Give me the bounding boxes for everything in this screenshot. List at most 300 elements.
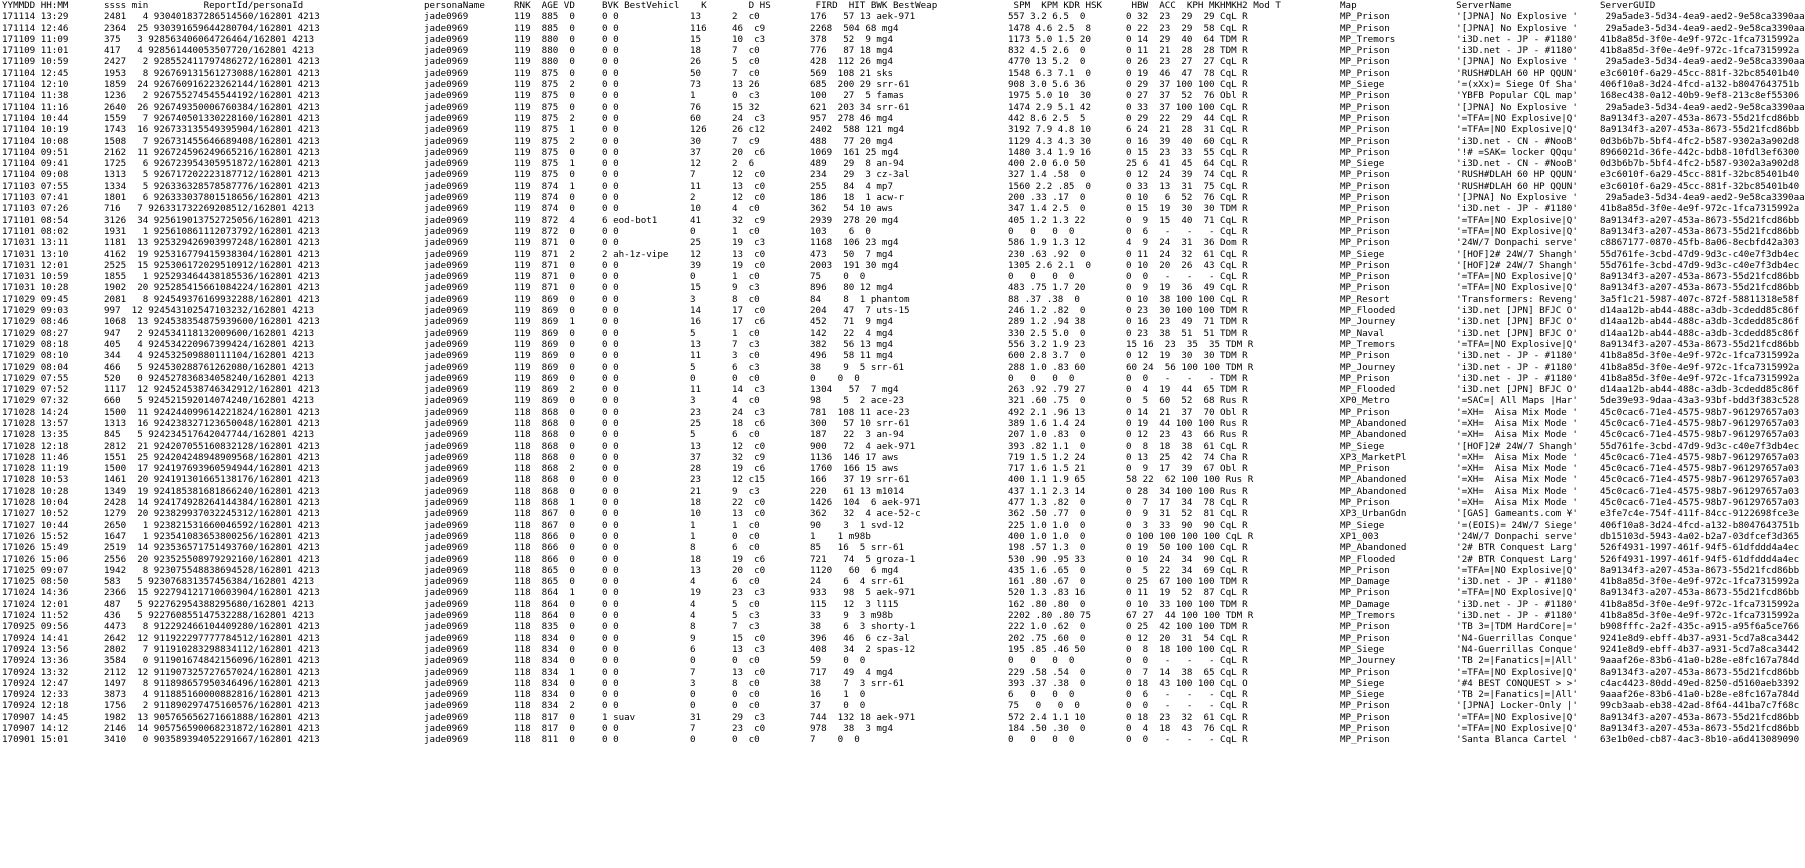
log-row (0, 101, 1805, 113)
cell-rank-age: 119 880 0 (514, 45, 575, 57)
cell-best-vehicle: 0 0 (602, 316, 619, 328)
cell-best-vehicle: 0 0 (602, 124, 619, 136)
cell-weapon: 362 54 10 aws (810, 203, 893, 215)
cell-weapon: 115 12 3 l115 (810, 598, 899, 610)
cell-datetime: 170907 14:45 (2, 711, 69, 723)
cell-persona-name: jade0969 (424, 259, 469, 271)
cell-report: 2112 12 911907325727657024/162801 4213 (104, 666, 320, 678)
cell-weapon: 234 29 3 cz-3al (810, 169, 910, 181)
cell-accuracy-mode: 0 25 67 100 100 TDM R (1126, 576, 1248, 588)
cell-report: 2812 21 924207055160832128/162801 4213 (104, 440, 320, 452)
cell-map-server: MP_Prison '=TFA=|NO Explosive|Q' 8a9134f3-a207-453a-8673-55d21fcd86bb (1340, 282, 1800, 294)
log-row (0, 327, 1800, 339)
cell-datetime: 171024 11:52 (2, 610, 69, 622)
cell-kills: 0 (690, 734, 696, 746)
cell-rank-age: 118 864 0 (514, 610, 575, 622)
cell-datetime: 171103 07:26 (2, 203, 69, 215)
cell-persona-name: jade0969 (424, 406, 469, 418)
cell-kills: 26 (690, 56, 702, 68)
cell-weapon: 2939 278 20 mg4 (810, 214, 899, 226)
cell-rank-age: 119 885 0 (514, 22, 575, 34)
cell-persona-name: jade0969 (424, 429, 469, 441)
cell-report: 845 5 924234517642047744/162801 4213 (104, 429, 315, 441)
cell-map-server: MP_Prison '[JPNA] No Explosive ' 29a5ade3-5d34-4ea9-aed2-9e58ca3390aa (1340, 11, 1805, 23)
cell-persona-name: jade0969 (424, 361, 469, 373)
cell-best-vehicle: 0 0 (602, 282, 619, 294)
cell-deaths-hs: 9 c3 (732, 282, 760, 294)
cell-weapon: 408 34 2 spas-12 (810, 643, 916, 655)
cell-best-vehicle: 0 0 (602, 22, 619, 34)
cell-rank-age: 118 868 0 (514, 485, 575, 497)
cell-rank-age: 118 866 0 (514, 542, 575, 554)
cell-rates: 717 1.6 1.5 21 (1008, 463, 1086, 475)
cell-weapon: 103 6 0 (810, 225, 871, 237)
cell-best-vehicle: 0 0 (602, 56, 619, 68)
log-row (0, 700, 1800, 712)
cell-deaths-hs: 14 c3 (732, 384, 766, 396)
cell-weapon: 488 77 20 mg4 (810, 135, 893, 147)
cell-deaths-hs: 13 c0 (732, 180, 766, 192)
cell-rank-age: 118 834 2 (514, 700, 575, 712)
cell-persona-name: jade0969 (424, 293, 469, 305)
cell-best-vehicle: 0 0 (602, 508, 619, 520)
log-row (0, 225, 1800, 237)
cell-accuracy-mode: 0 4 18 43 76 CqL R (1126, 723, 1248, 734)
cell-rank-age: 118 835 0 (514, 621, 575, 633)
cell-rates: 0 0 0 0 (1008, 372, 1075, 384)
cell-map-server: MP_Tremors 'i3D.net - JP - #1180' 41b8a85d-3f0e-4e9f-972c-1fca7315992a (1340, 33, 1800, 45)
cell-deaths-hs: 6 c0 (732, 576, 760, 588)
cell-report: 1334 5 926336328578587776/162801 4213 (104, 180, 320, 192)
cell-best-vehicle: 0 0 (602, 440, 619, 452)
cell-deaths-hs: 2 c0 (732, 11, 760, 23)
cell-map-server: MP_Flooded '2# BTR Conquest Larg' 526f4931-1997-461f-94f5-61dfddd4a4ec (1340, 553, 1800, 565)
cell-map-server: MP_Tremors 'i3D.net - JP - #1180' 41b8a85d-3f0e-4e9f-972c-1fca7315992a (1340, 610, 1800, 622)
cell-deaths-hs: 7 c3 (732, 338, 760, 350)
cell-report: 4473 8 912292466104409280/162801 4213 (104, 621, 320, 633)
cell-report: 1551 25 924204248948909568/162801 4213 (104, 451, 320, 463)
cell-deaths-hs: 8 c0 (732, 293, 760, 305)
cell-map-server: MP_Damage 'i3D.net - JP - #1180' 41b8a85d-3f0e-4e9f-972c-1fca7315992a (1340, 598, 1800, 610)
cell-weapon: 717 49 4 mg4 (810, 666, 893, 678)
cell-map-server: MP_Prison 'TB 3=|TDM HardCore|=' b908fffc-2a2f-435c-a915-a95f6a5ce766 (1340, 621, 1800, 633)
cell-persona-name: jade0969 (424, 666, 469, 678)
cell-persona-name: jade0969 (424, 372, 469, 384)
cell-weapon: 744 132 18 aek-971 (810, 711, 916, 723)
cell-rank-age: 118 865 0 (514, 564, 575, 576)
cell-datetime: 171031 13:11 (2, 237, 69, 249)
cell-rates: 207 1.0 .83 0 (1008, 429, 1086, 441)
cell-rates: 400 1.1 1.9 65 (1008, 474, 1086, 486)
cell-kills: 19 (690, 587, 702, 599)
cell-weapon: 7 0 0 (810, 734, 860, 746)
cell-persona-name: jade0969 (424, 621, 469, 633)
cell-deaths-hs: 12 c0 (732, 192, 766, 204)
cell-best-vehicle: 0 0 (602, 338, 619, 350)
cell-report: 1801 6 926333037801518656/162801 4213 (104, 192, 320, 204)
cell-datetime: 170924 12:47 (2, 677, 69, 689)
cell-rank-age: 119 869 0 (514, 338, 575, 350)
cell-datetime: 171028 10:28 (2, 485, 69, 497)
cell-persona-name: jade0969 (424, 677, 469, 689)
cell-rates: 362 .50 .77 0 (1008, 508, 1086, 520)
cell-best-vehicle: 0 0 (602, 33, 619, 45)
cell-persona-name: jade0969 (424, 67, 469, 79)
cell-deaths-hs: 20 c0 (732, 564, 766, 576)
cell-datetime: 170924 14:41 (2, 632, 69, 644)
cell-kills: 4 (690, 598, 696, 610)
log-row (0, 451, 1800, 463)
cell-best-vehicle: 0 0 (602, 485, 619, 497)
cell-datetime: 171109 11:01 (2, 45, 69, 57)
cell-accuracy-mode: 0 7 17 34 78 CqL R (1126, 497, 1248, 509)
cell-rank-age: 119 875 2 (514, 135, 575, 147)
cell-rank-age: 119 871 0 (514, 271, 575, 283)
cell-rates: 289 1.2 .94 38 (1008, 316, 1086, 328)
cell-kills: 39 (690, 259, 702, 271)
column-header-row (0, 0, 1656, 11)
cell-datetime: 170907 14:12 (2, 723, 69, 734)
cell-rank-age: 118 834 0 (514, 677, 575, 689)
cell-persona-name: jade0969 (424, 338, 469, 350)
cell-datetime: 170924 13:56 (2, 643, 69, 655)
cell-weapon: 1069 161 25 mg4 (810, 146, 899, 158)
cell-map-server: MP_Prison '[JPNA] No Explosive ' 29a5ade3-5d34-4ea9-aed2-9e58ca3390aa (1340, 192, 1805, 204)
cell-rates: 162 .80 .80 0 (1008, 598, 1086, 610)
cell-datetime: 171029 07:32 (2, 395, 69, 407)
cell-kills: 8 (690, 621, 696, 633)
cell-map-server: MP_Prison '=TFA=|NO Explosive|Q' 8a9134f3-a207-453a-8673-55d21fcd86bb (1340, 225, 1800, 237)
cell-deaths-hs: 8 c0 (732, 677, 760, 689)
cell-rates: 400 2.0 6.0 50 (1008, 158, 1086, 170)
cell-datetime: 171101 08:02 (2, 225, 69, 237)
cell-report: 2650 1 923821531660046592/162801 4213 (104, 519, 320, 531)
cell-persona-name: jade0969 (424, 576, 469, 588)
cell-persona-name: jade0969 (424, 655, 469, 667)
cell-kills: 31 (690, 711, 702, 723)
cell-weapon: 255 84 4 mp7 (810, 180, 893, 192)
cell-accuracy-mode: 0 26 23 27 27 CqL R (1126, 56, 1248, 68)
cell-kills: 4 (690, 610, 696, 622)
cell-accuracy-mode: 0 29 37 100 100 CqL R (1126, 79, 1248, 91)
cell-kills: 13 (690, 338, 702, 350)
cell-datetime: 171026 15:49 (2, 542, 69, 554)
cell-kills: 18 (690, 497, 702, 509)
log-row (0, 429, 1800, 441)
cell-deaths-hs: 15 32 (732, 101, 760, 113)
log-row (0, 621, 1800, 633)
cell-map-server: MP_Prison '24W/7 Donpachi serve' c8867177-0870-45fb-8a06-8ecbfd42a303 (1340, 237, 1800, 249)
cell-persona-name: jade0969 (424, 723, 469, 734)
cell-datetime: 171028 10:04 (2, 497, 69, 509)
cell-rates: 229 .58 .54 0 (1008, 666, 1086, 678)
cell-rates: 600 2.8 3.7 0 (1008, 350, 1086, 362)
cell-rates: 263 .92 .79 27 (1008, 384, 1086, 396)
cell-report: 466 5 924530288761262080/162801 4213 (104, 361, 315, 373)
cell-deaths-hs: 0 c0 (732, 530, 760, 542)
cell-report: 2146 14 905756590068231872/162801 4213 (104, 723, 320, 734)
cell-accuracy-mode: 0 5 60 52 68 Rus R (1126, 395, 1248, 407)
cell-accuracy-mode: 6 24 21 28 31 CqL R (1126, 124, 1248, 136)
cell-weapon: 1760 166 15 aws (810, 463, 899, 475)
cell-weapon: 75 0 0 (810, 271, 866, 283)
cell-persona-name: jade0969 (424, 169, 469, 181)
cell-report: 2364 25 930391659644280704/162801 4213 (104, 22, 320, 34)
cell-best-vehicle: 0 0 (602, 700, 619, 712)
cell-report: 3126 34 925619013752725056/162801 4213 (104, 214, 320, 226)
cell-weapon: 569 108 21 sks (810, 67, 893, 79)
header-weapon: FIRD HIT BWK BestWeap (810, 0, 938, 11)
cell-best-vehicle: 0 0 (602, 135, 619, 147)
cell-best-vehicle: 0 0 (602, 564, 619, 576)
cell-datetime: 171103 07:55 (2, 180, 69, 192)
cell-report: 1902 20 925285415661084224/162801 4213 (104, 282, 320, 294)
cell-report: 1559 7 926740501330228160/162801 4213 (104, 112, 320, 124)
cell-kills: 5 (690, 361, 696, 373)
cell-datetime: 171104 11:38 (2, 90, 69, 102)
cell-report: 1500 11 924244099614221824/162801 4213 (104, 406, 320, 418)
cell-rank-age: 119 869 1 (514, 316, 575, 328)
cell-weapon: 1136 146 17 aws (810, 451, 899, 463)
cell-kills: 28 (690, 463, 702, 475)
cell-persona-name: jade0969 (424, 530, 469, 542)
cell-deaths-hs: 5 c0 (732, 598, 760, 610)
cell-weapon: 84 8 1 phantom (810, 293, 910, 305)
cell-accuracy-mode: 0 3 33 90 90 CqL R (1126, 519, 1248, 531)
cell-kills: 3 (690, 677, 696, 689)
cell-rank-age: 119 869 0 (514, 395, 575, 407)
cell-report: 947 2 924534118132009600/162801 4213 (104, 327, 315, 339)
cell-kills: 18 (690, 45, 702, 57)
log-row (0, 338, 1800, 350)
cell-kills: 14 (690, 305, 702, 317)
cell-rates: 195 .85 .46 50 (1008, 643, 1086, 655)
cell-accuracy-mode: 0 0 - - - CqL R (1126, 655, 1248, 667)
cell-map-server: XP3_MarketPl '=XH= Aisa Mix Mode ' 45c0cac6-71e4-4575-98b7-961297657a03 (1340, 451, 1800, 463)
cell-deaths-hs: 17 c6 (732, 316, 766, 328)
cell-map-server: MP_Siege '#4 BEST CONQUEST > >' c4ac4423-80dd-49ed-8250-d5160aeb3392 (1340, 677, 1800, 689)
cell-best-vehicle: 0 0 (602, 237, 619, 249)
cell-rates: 400 1.0 1.0 0 (1008, 530, 1086, 542)
cell-kills: 5 (690, 327, 696, 339)
cell-rank-age: 119 871 0 (514, 259, 575, 271)
cell-rates: 246 1.2 .82 0 (1008, 305, 1086, 317)
cell-persona-name: jade0969 (424, 440, 469, 452)
cell-rank-age: 118 867 0 (514, 519, 575, 531)
log-row (0, 666, 1800, 678)
cell-best-vehicle: 0 0 (602, 643, 619, 655)
cell-datetime: 171029 08:10 (2, 350, 69, 362)
cell-weapon: 362 32 4 ace-52-c (810, 508, 921, 520)
cell-datetime: 170925 09:56 (2, 621, 69, 633)
cell-rates: 1129 4.3 4.3 30 (1008, 135, 1091, 147)
cell-kills: 13 (690, 440, 702, 452)
header-kills: K (690, 0, 707, 11)
cell-weapon: 1 1 m98b (810, 530, 871, 542)
cell-map-server: MP_Abandoned '=XH= Aisa Mix Mode ' 45c0cac6-71e4-4575-98b7-961297657a03 (1340, 417, 1800, 429)
cell-accuracy-mode: 0 23 30 100 100 TDM R (1126, 305, 1248, 317)
cell-persona-name: jade0969 (424, 282, 469, 294)
cell-best-vehicle: 0 0 (602, 406, 619, 418)
cell-deaths-hs: 7 c9 (732, 135, 760, 147)
cell-rates: 442 8.6 2.5 5 (1008, 112, 1086, 124)
cell-map-server: MP_Prison 'i3D.net - JP - #1180' 41b8a85d-3f0e-4e9f-972c-1fca7315992a (1340, 203, 1800, 215)
cell-report: 1279 20 923829937032245312/162801 4213 (104, 508, 320, 520)
cell-accuracy-mode: 0 8 18 38 61 CqL R (1126, 440, 1248, 452)
cell-accuracy-mode: 0 19 50 100 100 CqL R (1126, 542, 1248, 554)
cell-kills: 18 (690, 553, 702, 565)
cell-deaths-hs: 5 c3 (732, 610, 760, 622)
cell-best-vehicle: 0 0 (602, 45, 619, 57)
cell-best-vehicle: 0 0 (602, 90, 619, 102)
cell-deaths-hs: 7 c0 (732, 67, 760, 79)
cell-report: 2427 2 928552411797486272/162801 4213 (104, 56, 320, 68)
cell-deaths-hs: 24 c3 (732, 112, 766, 124)
cell-best-vehicle: 0 0 (602, 519, 619, 531)
cell-best-vehicle: 0 0 (602, 632, 619, 644)
cell-best-vehicle: 0 0 (602, 271, 619, 283)
cell-report: 436 5 922760855147532288/162801 4213 (104, 610, 315, 622)
cell-map-server: MP_Prison 'RUSH#DLAH 60 HP QQUN' e3c6010f-6a29-45cc-881f-32bc85401b40 (1340, 67, 1800, 79)
cell-datetime: 171031 10:59 (2, 271, 69, 283)
cell-rates: 1548 6.3 7.1 0 (1008, 67, 1091, 79)
cell-weapon: 721 74 5 groza-1 (810, 553, 916, 565)
cell-deaths-hs: 6 c3 (732, 361, 760, 373)
cell-weapon: 382 56 13 mg4 (810, 338, 893, 350)
cell-kills: 0 (690, 372, 696, 384)
cell-deaths-hs: 1 c0 (732, 271, 760, 283)
cell-best-vehicle: 0 0 (602, 723, 619, 734)
cell-report: 3410 0 903589394052291667/162801 4213 (104, 734, 320, 746)
cell-report: 2366 15 922794121710603904/162801 4213 (104, 587, 320, 599)
cell-rank-age: 118 868 0 (514, 417, 575, 429)
cell-persona-name: jade0969 (424, 519, 469, 531)
cell-best-vehicle: 0 0 (602, 112, 619, 124)
cell-weapon: 1120 60 6 mg4 (810, 564, 899, 576)
cell-kills: 25 (690, 237, 702, 249)
cell-datetime: 171104 10:08 (2, 135, 69, 147)
log-row (0, 508, 1800, 520)
cell-rank-age: 119 869 0 (514, 327, 575, 339)
cell-map-server: MP_Prison '=XH= Aisa Mix Mode ' 45c0cac6-71e4-4575-98b7-961297657a03 (1340, 406, 1800, 418)
cell-report: 1855 1 925293464438185536/162801 4213 (104, 271, 320, 283)
cell-deaths-hs: 0 c3 (732, 90, 760, 102)
cell-accuracy-mode: 0 10 24 34 90 CqL R (1126, 553, 1248, 565)
header-persona-name: personaName (424, 0, 485, 11)
cell-persona-name: jade0969 (424, 610, 469, 622)
cell-deaths-hs: 3 c0 (732, 350, 760, 362)
cell-rank-age: 118 866 0 (514, 530, 575, 542)
cell-weapon: 452 71 9 mg4 (810, 316, 893, 328)
cell-weapon: 0 0 0 (810, 372, 860, 384)
cell-deaths-hs: 2 6 (732, 158, 755, 170)
cell-kills: 7 (690, 666, 696, 678)
log-row (0, 124, 1800, 136)
cell-accuracy-mode: 0 0 - - - CqL R (1126, 734, 1248, 746)
cell-accuracy-mode: 4 9 24 31 36 Dom R (1126, 237, 1248, 249)
cell-rates: 347 1.4 2.5 0 (1008, 203, 1086, 215)
cell-report: 1117 12 924524538746342912/162801 4213 (104, 384, 320, 396)
cell-rank-age: 119 875 0 (514, 169, 575, 181)
cell-persona-name: jade0969 (424, 542, 469, 554)
cell-kills: 0 (690, 689, 696, 701)
cell-datetime: 171026 15:06 (2, 553, 69, 565)
cell-rates: 492 2.1 .96 13 (1008, 406, 1086, 418)
cell-persona-name: jade0969 (424, 158, 469, 170)
header-deaths-hs: D HS (732, 0, 771, 11)
cell-best-vehicle: 0 0 (602, 225, 619, 237)
cell-persona-name: jade0969 (424, 135, 469, 147)
cell-rates: 556 3.2 1.9 23 (1008, 338, 1086, 350)
cell-accuracy-mode: 0 12 20 31 54 CqL R (1126, 632, 1248, 644)
cell-weapon: 473 50 7 mg4 (810, 248, 893, 260)
cell-weapon: 16 1 0 (810, 689, 866, 701)
cell-accuracy-mode: 0 8 18 100 100 CqL R (1126, 643, 1248, 655)
cell-rates: 2202 .80 .80 75 (1008, 610, 1091, 622)
cell-datetime: 171031 13:10 (2, 248, 69, 260)
log-row (0, 497, 1800, 509)
log-row (0, 90, 1800, 102)
cell-best-vehicle: 6 eod-bot1 (602, 214, 658, 226)
cell-deaths-hs: 32 c9 (732, 451, 766, 463)
cell-deaths-hs: 6 c0 (732, 542, 760, 554)
cell-report: 3873 4 911885160000882816/162801 4213 (104, 689, 320, 701)
cell-map-server: MP_Prison '=TFA=|NO Explosive|Q' 8a9134f3-a207-453a-8673-55d21fcd86bb (1340, 723, 1800, 734)
cell-datetime: 171024 14:36 (2, 587, 69, 599)
cell-accuracy-mode: 0 22 23 29 58 CqL R (1126, 22, 1248, 34)
log-row (0, 564, 1800, 576)
cell-report: 417 4 928561440053507720/162801 4213 (104, 45, 315, 57)
cell-rank-age: 119 875 0 (514, 67, 575, 79)
cell-persona-name: jade0969 (424, 316, 469, 328)
cell-persona-name: jade0969 (424, 689, 469, 701)
cell-map-server: MP_Prison 'i3D.net - JP - #1180' 41b8a85d-3f0e-4e9f-972c-1fca7315992a (1340, 45, 1800, 57)
cell-map-server: MP_Journey 'i3D.net - JP - #1180' 41b8a85d-3f0e-4e9f-972c-1fca7315992a (1340, 361, 1800, 373)
cell-rates: 288 1.0 .83 60 (1008, 361, 1086, 373)
cell-rates: 1305 2.6 2.1 0 (1008, 259, 1091, 271)
cell-rank-age: 118 834 0 (514, 632, 575, 644)
cell-best-vehicle: 0 0 (602, 101, 619, 113)
cell-kills: 12 (690, 158, 702, 170)
cell-accuracy-mode: 0 28 34 100 100 Rus R (1126, 485, 1248, 497)
cell-rates: 437 1.1 2.3 14 (1008, 485, 1086, 497)
cell-report: 2556 20 923525508979292160/162801 4213 (104, 553, 320, 565)
log-row (0, 169, 1800, 181)
cell-report: 1349 19 924185381681866240/162801 4213 (104, 485, 320, 497)
cell-report: 520 0 924527836834058240/162801 4213 (104, 372, 315, 384)
cell-rank-age: 119 871 0 (514, 237, 575, 249)
cell-persona-name: jade0969 (424, 124, 469, 136)
cell-deaths-hs: 12 c15 (732, 474, 766, 486)
cell-report: 716 7 926331732269208512/162801 4213 (104, 203, 315, 215)
cell-rank-age: 119 869 0 (514, 372, 575, 384)
cell-deaths-hs: 18 c6 (732, 417, 766, 429)
cell-map-server: MP_Tremors '=TFA=|NO Explosive|Q' 8a9134f3-a207-453a-8673-55d21fcd86bb (1340, 338, 1800, 350)
cell-rank-age: 118 865 0 (514, 576, 575, 588)
cell-best-vehicle: 0 0 (602, 451, 619, 463)
cell-report: 1181 13 925329426903997248/162801 4213 (104, 237, 320, 249)
cell-datetime: 171109 11:09 (2, 33, 69, 45)
cell-persona-name: jade0969 (424, 508, 469, 520)
cell-accuracy-mode: 0 10 38 100 100 CqL R (1126, 293, 1248, 305)
cell-rank-age: 118 866 0 (514, 553, 575, 565)
cell-map-server: MP_Prison '=TFA=|NO Explosive|Q' 8a9134f3-a207-453a-8673-55d21fcd86bb (1340, 587, 1800, 599)
cell-persona-name: jade0969 (424, 56, 469, 68)
cell-deaths-hs: 23 c3 (732, 587, 766, 599)
log-row (0, 474, 1800, 486)
log-row (0, 395, 1800, 407)
cell-kills: 76 (690, 101, 702, 113)
